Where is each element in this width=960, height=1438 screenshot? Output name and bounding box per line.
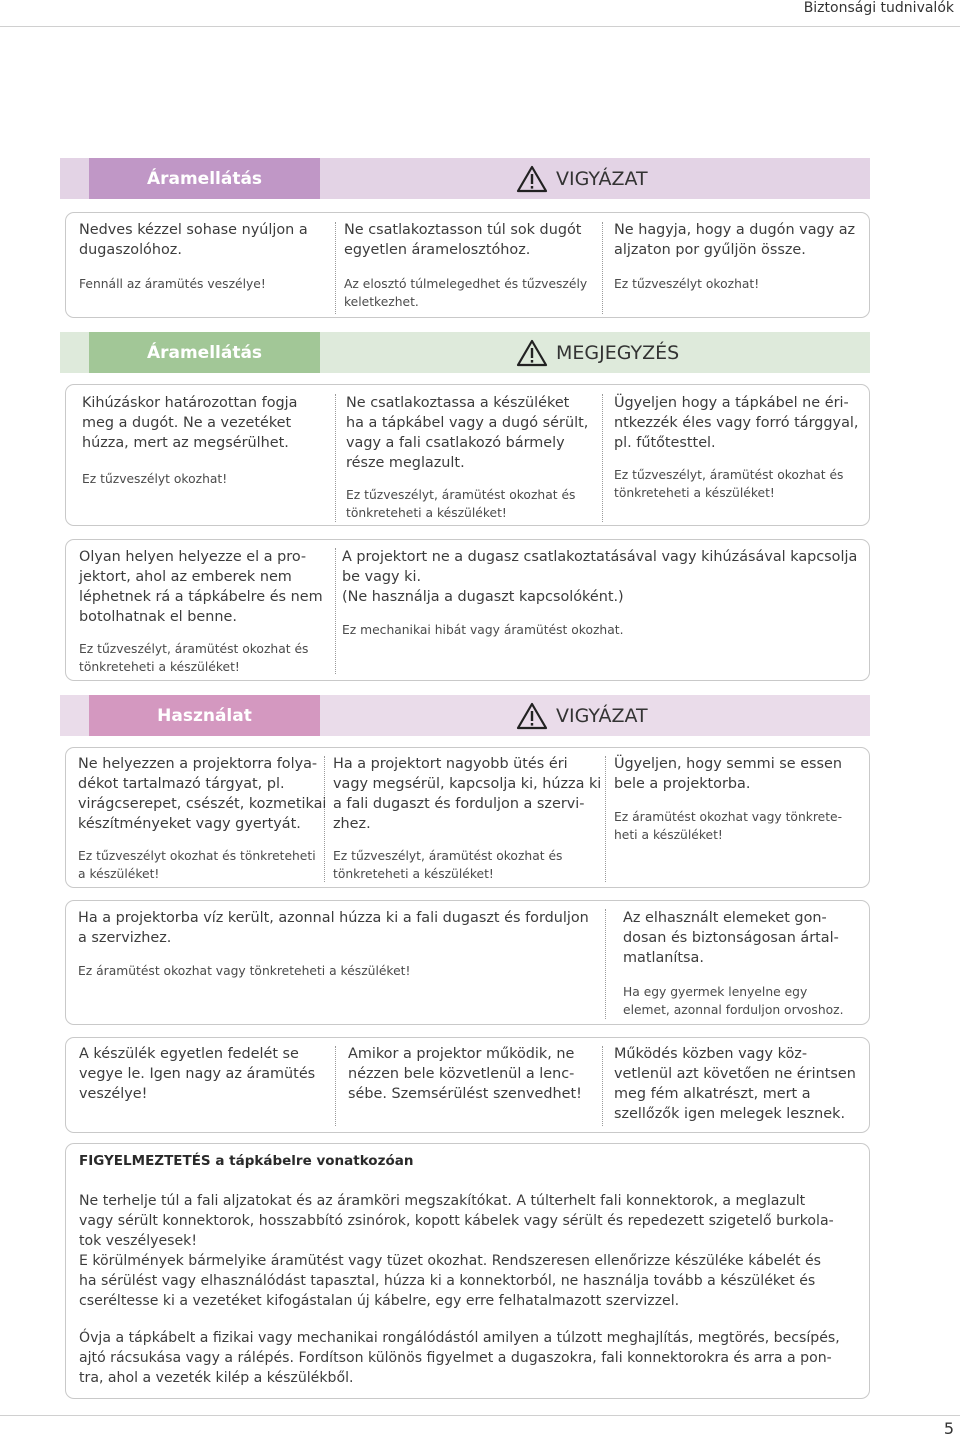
section-band-power-note bbox=[60, 332, 870, 373]
column-divider bbox=[335, 548, 336, 674]
caution-subtext: Ha egy gyermek lenyelne egy elemet, azonnal forduljon orvoshoz. bbox=[623, 985, 844, 1017]
note-text: Ügyeljen hogy a tápkábel ne éri- ntkezzék éles vagy forró tárggyal, pl. fűtőtesttel. bbox=[614, 395, 859, 451]
caution-text: Működés közben vagy köz- vetlenül azt követően ne érintsen meg fém alkatrészt, mert a szellőzők igen melegek lesznek. bbox=[614, 1046, 856, 1122]
warning-paragraph: Óvja a tápkábelt a fizikai vagy mechanikai rongálódástól amilyen a túlzott meghajlítás, megtörés, becsípés, ajtó rácsukása vagy a rálépés. Fordítson különös figyelmet a dugaszokra, fali konnektorokra és arra a pon- tra, ahol a vezeték kilép a készülékből. bbox=[79, 1330, 840, 1386]
caution-subtext: Az elosztó túlmelegedhet és tűzveszély keletkezhet. bbox=[344, 277, 588, 309]
caution-text: Ne helyezzen a projektorra folya- dékot tartalmazó tárgyat, pl. virágcserepet, csészét, kozmetikai készítményeket vagy gyertyát. bbox=[78, 756, 327, 832]
note-subtext: Ez mechanikai hibát vagy áramütést okozhat. bbox=[342, 623, 624, 637]
note-text: Kihúzáskor határozottan fogja meg a dugót. Ne a vezetéket húzza, mert az megsérülhet. bbox=[82, 395, 298, 451]
caution-text: Ügyeljen, hogy semmi se essen bele a projektorba. bbox=[614, 756, 843, 792]
column-divider bbox=[335, 1046, 336, 1126]
caution-text: Ha a projektorba víz került, azonnal húzza ki a fali dugaszt és forduljon a szervizhez. bbox=[78, 910, 589, 946]
caution-subtext: Fennáll az áramütés veszélye! bbox=[79, 277, 266, 291]
warning-triangle-icon bbox=[516, 165, 548, 193]
section-label: Áramellátás bbox=[89, 158, 320, 199]
note-text: A projektort ne a dugasz csatlakoztatásával vagy kihúzásával kapcsolja be vagy ki. (Ne használja a dugaszt kapcsolóként.) bbox=[342, 549, 858, 605]
caution-text: Amikor a projektor működik, ne nézzen bele közvetlenül a lenc- sébe. Szemsérülést szenvedhet! bbox=[348, 1046, 582, 1102]
caution-heading bbox=[516, 695, 648, 736]
section-band-power-caution bbox=[60, 158, 870, 199]
note-subtext: Ez tűzveszélyt, áramütést okozhat és tönkreteheti a készüléket! bbox=[614, 468, 844, 500]
note-subtext: Ez tűzveszélyt, áramütést okozhat és tönkreteheti a készüléket! bbox=[346, 488, 576, 520]
warning-title: FIGYELMEZTETÉS a tápkábelre vonatkozóan bbox=[79, 1153, 414, 1169]
section-label: Áramellátás bbox=[89, 332, 320, 373]
caution-subtext: Ez áramütést okozhat vagy tönkrete- heti a készüléket! bbox=[614, 810, 843, 842]
warning-paragraph: Ne terhelje túl a fali aljzatokat és az áramköri megszakítókat. A túlterhelt fali konnektorok, a meglazult vagy sérült konnektorok, hosszabbító zsinórok, kopott kábelek vagy sérült és repedezett szigetelő burkola- tok veszélyesek! E körülmények bármelyike áramütést vagy tüzet okozhat. Rendszeresen ellenőrizze készüléke kábelét és ha sérülést vagy elhasználódást tapasztal, húzza ki a konnektorból, ne használja tovább a készüléket és cseréltesse ki a vezetéket kifogástalan új kábelre, egy erre felhatalmazott szervizzel. bbox=[79, 1193, 834, 1309]
caution-subtext: Ez áramütést okozhat vagy tönkreteheti a készüléket! bbox=[78, 964, 411, 978]
caution-text: Ne hagyja, hogy a dugón vagy az aljzaton por gyűljön össze. bbox=[614, 222, 856, 258]
caution-text: Nedves kézzel sohase nyúljon a dugaszolóhoz. bbox=[79, 222, 308, 258]
footer-divider bbox=[0, 1415, 960, 1416]
column-divider bbox=[605, 756, 606, 882]
column-divider bbox=[602, 394, 603, 522]
caution-text: A készülék egyetlen fedelét se vegye le. Igen nagy az áramütés veszélye! bbox=[79, 1046, 316, 1102]
page-number: 5 bbox=[943, 1419, 954, 1438]
caution-text: Ne csatlakoztasson túl sok dugót egyetlen áramelosztóhoz. bbox=[344, 222, 582, 258]
note-heading bbox=[516, 332, 679, 373]
warning-triangle-icon bbox=[516, 339, 548, 367]
column-divider bbox=[602, 222, 603, 314]
note-subtext: Ez tűzveszélyt okozhat! bbox=[82, 472, 228, 486]
column-divider bbox=[602, 1046, 603, 1126]
note-text: Olyan helyen helyezze el a pro- jektort, ahol az emberek nem léphetnek rá a tápkábelre és nem botolhatnak el benne. bbox=[79, 549, 323, 625]
note-text: Ne csatlakoztassa a készüléket ha a tápkábel vagy a dugó sérült, vagy a fali csatlakozó bármely része meglazult. bbox=[346, 395, 589, 471]
caution-subtext: Ez tűzveszélyt okozhat! bbox=[614, 277, 760, 291]
caution-label: VIGYÁZAT bbox=[556, 167, 648, 190]
column-divider bbox=[605, 909, 606, 1019]
warning-triangle-icon bbox=[516, 702, 548, 730]
caution-subtext: Ez tűzveszélyt, áramütést okozhat és tönkreteheti a készüléket! bbox=[333, 849, 563, 881]
header-divider bbox=[0, 26, 960, 27]
section-label: Használat bbox=[89, 695, 320, 736]
column-divider bbox=[335, 394, 336, 522]
caution-text: Az elhasznált elemeket gon- dosan és biztonságosan ártal- matlanítsa. bbox=[623, 910, 839, 966]
page-header-title: Biztonsági tudnivalók bbox=[803, 0, 954, 16]
column-divider bbox=[335, 222, 336, 314]
caution-text: Ha a projektort nagyobb ütés éri vagy megsérül, kapcsolja ki, húzza ki a fali dugaszt és forduljon a szervi- zhez. bbox=[333, 756, 602, 832]
section-band-usage-caution bbox=[60, 695, 870, 736]
note-label: MEGJEGYZÉS bbox=[556, 341, 680, 364]
caution-heading bbox=[516, 158, 648, 199]
note-subtext: Ez tűzveszélyt, áramütést okozhat és tönkreteheti a készüléket! bbox=[79, 642, 309, 674]
caution-label: VIGYÁZAT bbox=[556, 704, 648, 727]
caution-subtext: Ez tűzveszélyt okozhat és tönkreteheti a készüléket! bbox=[78, 849, 316, 881]
